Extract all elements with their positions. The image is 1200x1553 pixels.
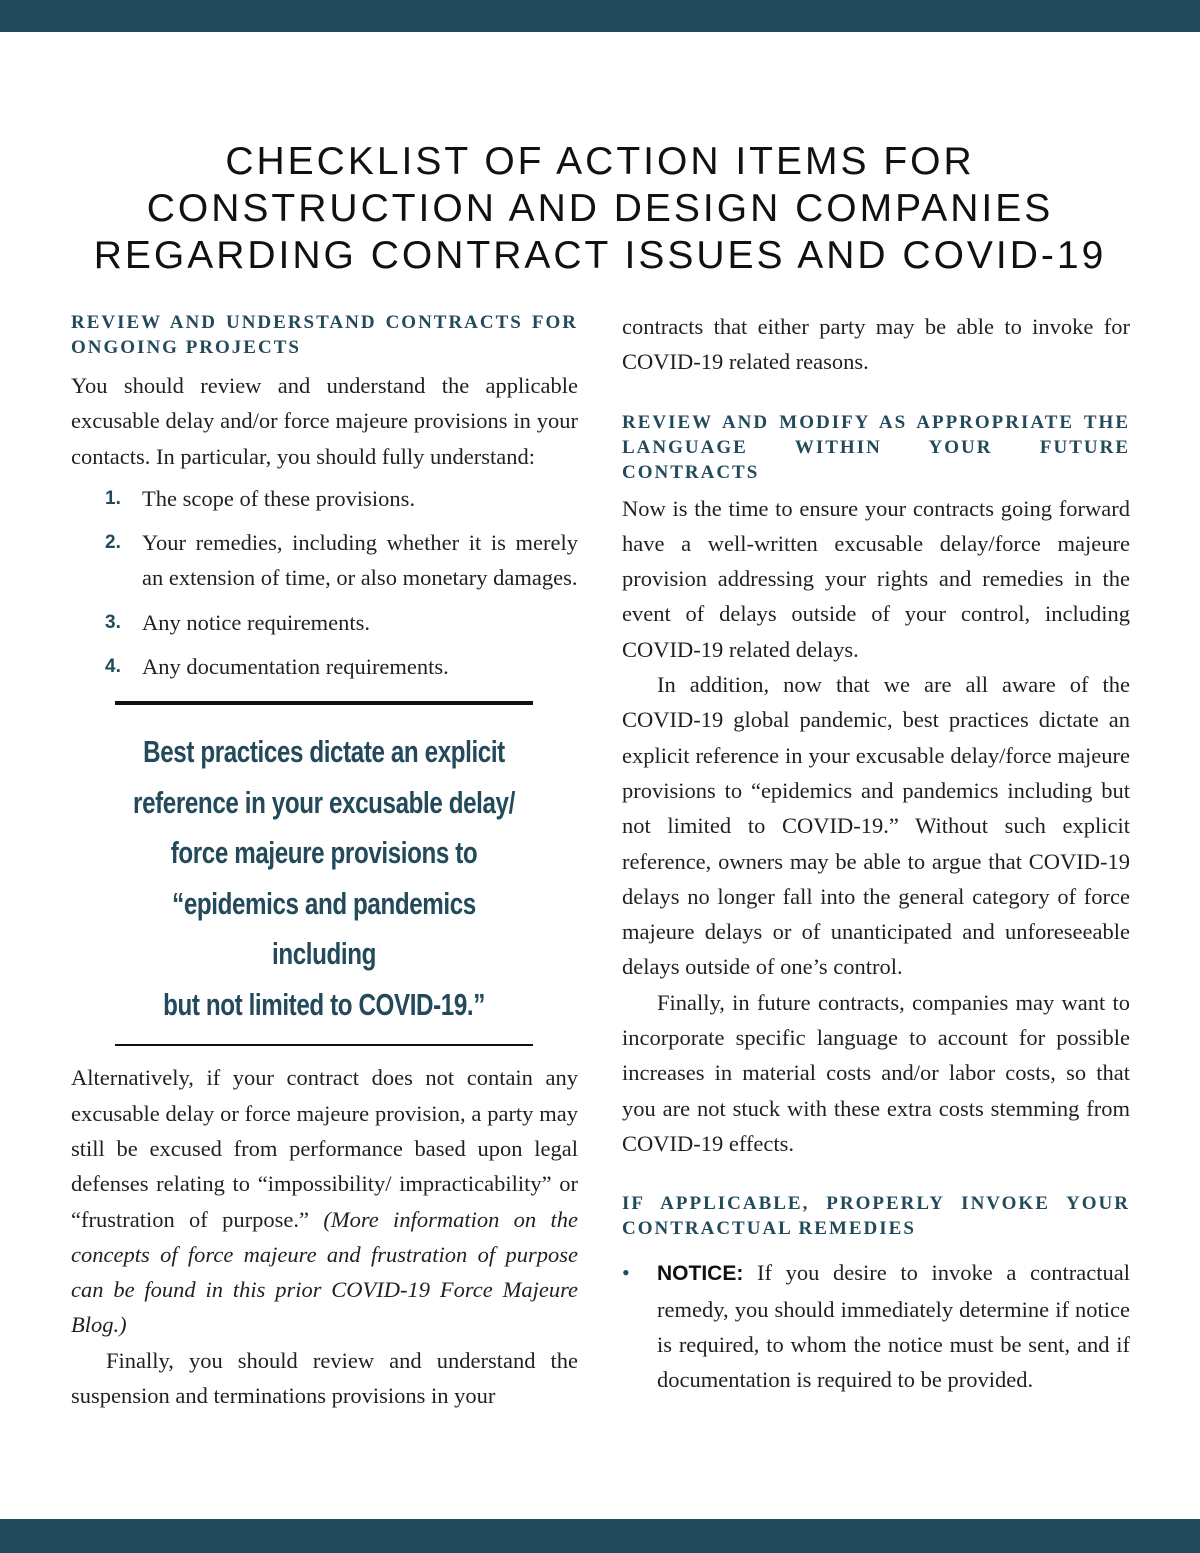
top-banner-bar	[0, 0, 1200, 32]
notice-text: If you desire to invoke a contractual remedy, you should immediately determine if notice is required, to whom the notice must be sent, and if documentation is required to be provided.	[657, 1260, 1130, 1393]
pandemic-reference-paragraph: In addition, now that we are all aware of the COVID-19 global pandemic, best practices dictate an explicit reference in your excusable delay/force majeure provisions to “epidemics and pandemics including but not limited to COVID-19.” Without such explicit reference, owners may be able to argue that COVID-19 delays no longer fall into the general category of force majeure delays or of unanticipated and unforeseeable delays outside of one’s control.	[622, 672, 1130, 980]
pull-quote-line: force majeure provisions to	[170, 835, 478, 871]
list-number: 1.	[105, 487, 121, 509]
pull-quote	[115, 701, 533, 1046]
title-line-3: REGARDING CONTRACT ISSUES AND COVID-19	[93, 234, 1107, 277]
list-item	[105, 605, 578, 640]
list-item	[105, 525, 578, 596]
bullet-icon: •	[622, 1260, 630, 1286]
list-item	[105, 649, 578, 684]
page-title	[60, 138, 1140, 279]
alternative-text: Alternatively, if your contract does not contain any excusable delay or force majeure provision, a party may still be excused from performance based upon legal defenses relating to “impossibility/ impracticability” or “frustration of purpose.”	[71, 1065, 578, 1232]
notice-label: NOTICE:	[657, 1262, 744, 1286]
list-item	[622, 1255, 1130, 1397]
section-heading-review-understand: REVIEW AND UNDERSTAND CONTRACTS FOR ONGOING PROJECTS	[71, 312, 578, 358]
list-number: 4.	[105, 656, 121, 678]
blog-reference-note: (More information on the concepts of force majeure and frustration of purpose can be found in this prior COVID-19 Force Majeure Blog.)	[71, 1206, 578, 1338]
pull-quote-line: but not limited to COVID-19.”	[163, 986, 485, 1022]
future-contracts-paragraph: Now is the time to ensure your contracts going forward have a well-written excusable delay/force majeure provision addressing your rights and remedies in the event of delays outside of your control, including COVID-19 related delays.	[622, 495, 1130, 662]
bullet-list	[622, 1255, 1130, 1397]
bottom-banner-bar	[0, 1519, 1200, 1553]
section-heading-review-modify: REVIEW AND MODIFY AS APPROPRIATE THE LANGUAGE WITHIN YOUR FUTURE CONTRACTS	[622, 411, 1130, 483]
material-costs-paragraph: Finally, in future contracts, companies may want to incorporate specific language to account for possible increases in material costs and/or labor costs, so that you are not stuck with these extra costs stemming from COVID-19 effects.	[622, 989, 1130, 1156]
pull-quote-text	[121, 727, 527, 1030]
list-text: Your remedies, including whether it is merely an extension of time, or also monetary damages.	[142, 530, 578, 591]
continued-paragraph: contracts that either party may be able to invoke for COVID-19 related reasons.	[622, 314, 1130, 375]
list-number: 3.	[105, 611, 121, 633]
suspension-paragraph: Finally, you should review and understand the suspension and terminations provisions in your	[71, 1347, 578, 1409]
alternative-section	[71, 1060, 578, 1413]
list-text: The scope of these provisions.	[142, 485, 416, 511]
title-line-1: CHECKLIST OF ACTION ITEMS FOR	[225, 140, 975, 183]
section-heading-invoke-remedies: IF APPLICABLE, PROPERLY INVOKE YOUR CONTRACTUAL REMEDIES	[622, 1193, 1130, 1240]
alternative-paragraph	[71, 1060, 578, 1342]
numbered-list	[105, 481, 578, 684]
pull-quote-line: reference in your excusable delay/	[133, 784, 515, 820]
left-column	[71, 310, 578, 1413]
list-number: 2.	[105, 532, 121, 554]
list-text: Any documentation requirements.	[142, 654, 449, 680]
title-line-2: CONSTRUCTION AND DESIGN COMPANIES	[146, 187, 1054, 230]
pull-quote-line: Best practices dictate an explicit	[143, 734, 505, 770]
pull-quote-line: “epidemics and pandemics including	[172, 885, 476, 972]
intro-paragraph: You should review and understand the applicable excusable delay and/or force majeure provisions in your contacts. In particular, you should fully understand:	[71, 373, 578, 469]
list-text: Any notice requirements.	[142, 609, 371, 635]
list-item	[105, 481, 578, 516]
right-column	[622, 310, 1130, 1397]
